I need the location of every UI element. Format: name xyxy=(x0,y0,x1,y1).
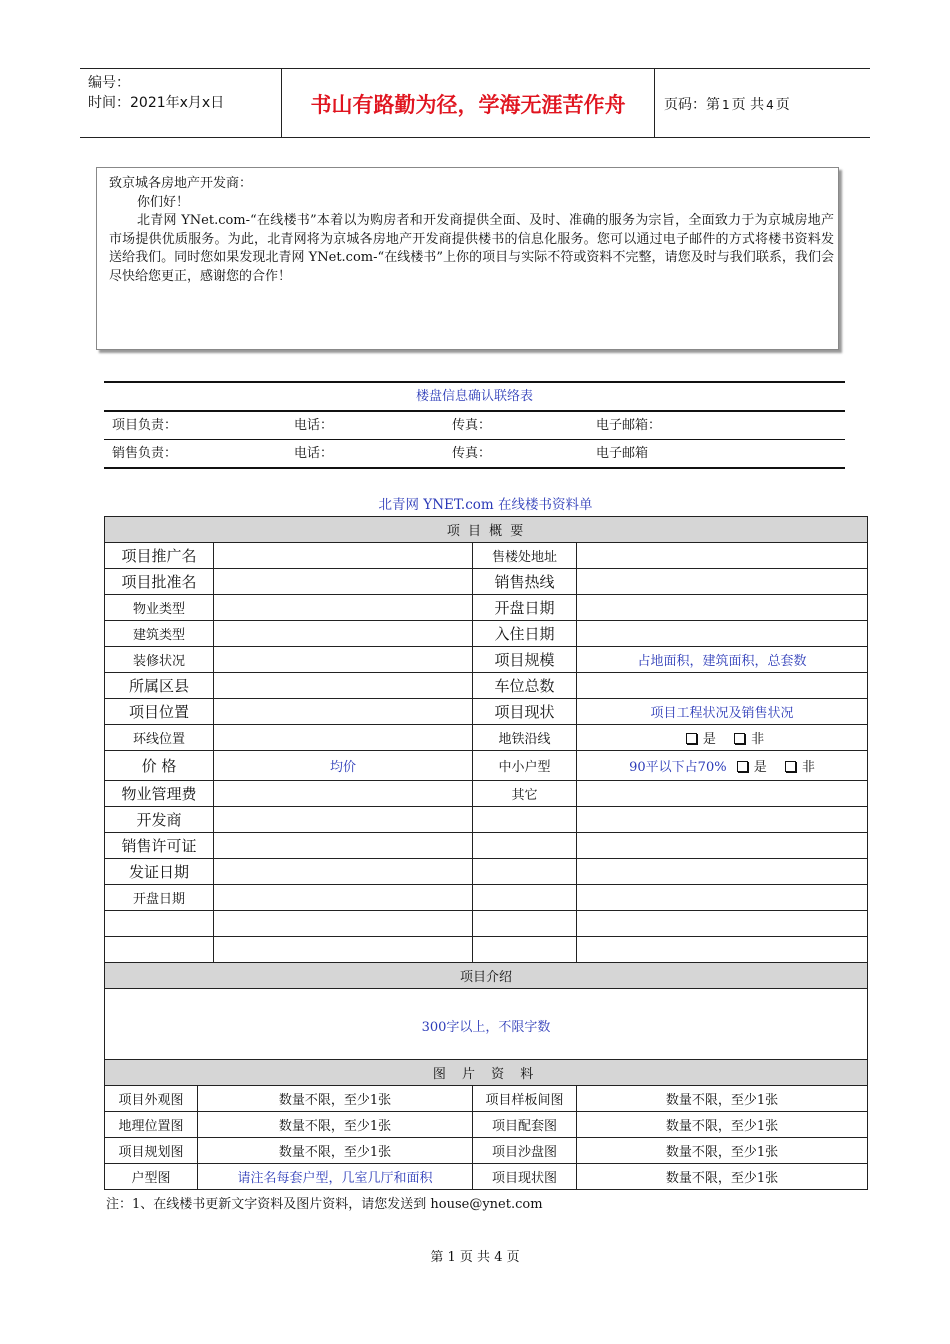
picture-label: 地理位置图 xyxy=(105,1112,198,1138)
field-value[interactable] xyxy=(214,833,473,859)
field-value[interactable] xyxy=(214,859,473,885)
field-label xyxy=(473,885,577,911)
field-label: 售楼处地址 xyxy=(473,543,577,569)
picture-requirement: 数量不限，至少1张 xyxy=(577,1112,868,1138)
table-row xyxy=(105,751,868,781)
table-row xyxy=(105,543,868,569)
picture-label: 户型图 xyxy=(105,1164,198,1190)
letter-box xyxy=(96,167,839,350)
letter-salutation: 致京城各房地产开发商： xyxy=(109,176,253,191)
pictures-table xyxy=(104,1059,868,1190)
page-current: 1 xyxy=(722,98,730,112)
contact-role: 项目负责： xyxy=(112,418,178,433)
empty-cell[interactable] xyxy=(105,911,214,937)
picture-label: 项目配套图 xyxy=(473,1112,577,1138)
field-value[interactable] xyxy=(214,725,473,751)
table-row xyxy=(105,1164,868,1190)
field-label: 其它 xyxy=(473,781,577,807)
field-label: 开盘日期 xyxy=(473,595,577,621)
empty-cell[interactable] xyxy=(214,911,473,937)
header-left-block xyxy=(88,73,284,113)
field-label: 项目批准名 xyxy=(105,569,214,595)
overview-header: 项 目 概 要 xyxy=(105,517,868,543)
contact-row xyxy=(104,439,845,469)
field-value[interactable] xyxy=(214,807,473,833)
field-label xyxy=(473,859,577,885)
picture-label: 项目规划图 xyxy=(105,1138,198,1164)
field-value[interactable] xyxy=(214,699,473,725)
table-row xyxy=(105,859,868,885)
table-row xyxy=(105,807,868,833)
header-divider xyxy=(654,69,655,137)
field-label: 地铁沿线 xyxy=(473,725,577,751)
checkbox-no-label: 非 xyxy=(801,760,815,775)
project-overview-table xyxy=(104,516,868,1062)
field-label: 价 格 xyxy=(105,751,214,781)
table-row xyxy=(105,1138,868,1164)
field-label: 销售热线 xyxy=(473,569,577,595)
field-value[interactable] xyxy=(577,595,868,621)
field-label xyxy=(473,833,577,859)
checkbox-yes[interactable] xyxy=(686,733,697,744)
time-label: 时间：2021年x月x日 xyxy=(88,95,225,111)
page-footer: 第 1 页 共 4 页 xyxy=(430,1250,520,1265)
table-row xyxy=(105,937,868,963)
checkbox-no-label: 非 xyxy=(751,732,765,747)
letter-greeting: 你们好！ xyxy=(137,194,190,210)
checkbox-no[interactable] xyxy=(734,733,745,744)
number-label: 编号： xyxy=(88,75,130,91)
footnote: 注：1、在线楼书更新文字资料及图片资料，请您发送到 house@ynet.com xyxy=(106,1197,543,1212)
field-label: 销售许可证 xyxy=(105,833,214,859)
table-row xyxy=(105,699,868,725)
contact-fax: 传真： xyxy=(452,446,492,461)
empty-cell[interactable] xyxy=(473,911,577,937)
header-motto: 书山有路勤为径，学海无涯苦作舟 xyxy=(310,93,626,117)
subway-choice xyxy=(577,725,868,751)
table-row xyxy=(105,673,868,699)
pictures-header: 图 片 资 料 xyxy=(105,1060,868,1086)
picture-requirement: 数量不限，至少1张 xyxy=(198,1112,473,1138)
field-label: 入住日期 xyxy=(473,621,577,647)
table-row xyxy=(105,569,868,595)
picture-requirement: 数量不限，至少1张 xyxy=(198,1138,473,1164)
picture-label: 项目外观图 xyxy=(105,1086,198,1112)
field-value[interactable] xyxy=(214,621,473,647)
page-header xyxy=(80,68,870,138)
field-label: 建筑类型 xyxy=(105,621,214,647)
field-label: 项目规模 xyxy=(473,647,577,673)
picture-requirement: 数量不限，至少1张 xyxy=(577,1086,868,1112)
checkbox-yes[interactable] xyxy=(737,761,748,772)
page-mid: 页 共 xyxy=(731,97,765,113)
picture-requirement: 数量不限，至少1张 xyxy=(198,1086,473,1112)
picture-requirement: 数量不限，至少1张 xyxy=(577,1138,868,1164)
field-value[interactable] xyxy=(577,807,868,833)
field-value[interactable] xyxy=(214,673,473,699)
contact-table xyxy=(104,381,845,469)
table-row xyxy=(105,1112,868,1138)
form-title: 北青网 YNET.com 在线楼书资料单 xyxy=(378,497,593,513)
table-row xyxy=(105,781,868,807)
table-row xyxy=(105,833,868,859)
field-label xyxy=(473,807,577,833)
field-value[interactable] xyxy=(577,833,868,859)
field-label: 物业管理费 xyxy=(105,781,214,807)
table-row xyxy=(105,621,868,647)
page-suffix: 页 xyxy=(775,97,790,113)
field-label: 环线位置 xyxy=(105,725,214,751)
checkbox-yes-label: 是 xyxy=(702,732,716,747)
field-label: 装修状况 xyxy=(105,647,214,673)
field-value[interactable] xyxy=(577,673,868,699)
contact-table-title: 楼盘信息确认联络表 xyxy=(104,381,845,410)
contact-phone: 电话： xyxy=(294,446,334,461)
field-value[interactable] xyxy=(214,781,473,807)
table-row xyxy=(105,595,868,621)
table-row xyxy=(105,911,868,937)
field-label: 所属区县 xyxy=(105,673,214,699)
contact-fax: 传真： xyxy=(452,418,492,433)
picture-label: 项目样板间图 xyxy=(473,1086,577,1112)
field-value[interactable]: 项目工程状况及销售状况 xyxy=(577,699,868,725)
contact-email: 电子邮箱 xyxy=(596,446,649,461)
small-unit-prefix: 90平以下占70% xyxy=(629,760,727,775)
field-label: 项目现状 xyxy=(473,699,577,725)
field-label: 项目位置 xyxy=(105,699,214,725)
field-label: 开盘日期 xyxy=(105,885,214,911)
picture-requirement: 请注名每套户型，几室几厅和面积 xyxy=(198,1164,473,1190)
checkbox-yes-label: 是 xyxy=(753,760,767,775)
field-value[interactable] xyxy=(577,859,868,885)
intro-header: 项目介绍 xyxy=(105,963,868,989)
table-row xyxy=(105,725,868,751)
empty-cell[interactable] xyxy=(577,911,868,937)
header-page-info xyxy=(664,69,790,137)
table-row xyxy=(105,647,868,673)
field-value[interactable] xyxy=(577,569,868,595)
field-value[interactable]: 均价 xyxy=(214,751,473,781)
field-value[interactable] xyxy=(577,781,868,807)
field-value[interactable] xyxy=(214,595,473,621)
field-value[interactable] xyxy=(577,543,868,569)
page-total: 4 xyxy=(766,98,774,112)
empty-cell[interactable] xyxy=(105,937,214,963)
picture-label: 项目沙盘图 xyxy=(473,1138,577,1164)
empty-cell[interactable] xyxy=(214,937,473,963)
field-value[interactable] xyxy=(214,647,473,673)
field-value[interactable] xyxy=(577,885,868,911)
contact-role: 销售负责： xyxy=(112,446,178,461)
contact-phone: 电话： xyxy=(294,418,334,433)
field-label: 发证日期 xyxy=(105,859,214,885)
checkbox-no[interactable] xyxy=(785,761,796,772)
field-value[interactable]: 占地面积，建筑面积，总套数 xyxy=(577,647,868,673)
field-label: 车位总数 xyxy=(473,673,577,699)
page-prefix: 页码：第 xyxy=(664,97,720,113)
contact-email: 电子邮箱： xyxy=(596,418,662,433)
field-label: 开发商 xyxy=(105,807,214,833)
field-label: 项目推广名 xyxy=(105,543,214,569)
table-row xyxy=(105,1086,868,1112)
picture-requirement: 数量不限，至少1张 xyxy=(577,1164,868,1190)
field-value[interactable] xyxy=(577,621,868,647)
field-value[interactable] xyxy=(214,569,473,595)
field-value[interactable] xyxy=(214,543,473,569)
table-row xyxy=(105,885,868,911)
picture-label: 项目现状图 xyxy=(473,1164,577,1190)
field-label: 中小户型 xyxy=(473,751,577,781)
empty-cell[interactable] xyxy=(473,937,577,963)
intro-input[interactable]: 300字以上，不限字数 xyxy=(105,989,868,1062)
field-value[interactable] xyxy=(214,885,473,911)
field-label: 物业类型 xyxy=(105,595,214,621)
small-unit-choice xyxy=(577,751,868,781)
letter-body: 北青网 YNet.com-“在线楼书”本着以为购房者和开发商提供全面、及时、准确的服务为宗旨，全面致力于为京城房地产市场提供优质服务。为此，北青网将为京城各房地产开发商提供楼书的信息化服务。您可以通过电子邮件的方式将楼书资料发送给我们。同时您如果发现北青网 YNet.com-“在线楼书”上你的项目与实际不符或资料不完整，请您及时与我们联系，我们会尽快给您更正，感谢您的合作！ xyxy=(109,213,834,284)
empty-cell[interactable] xyxy=(577,937,868,963)
contact-row xyxy=(104,410,845,439)
